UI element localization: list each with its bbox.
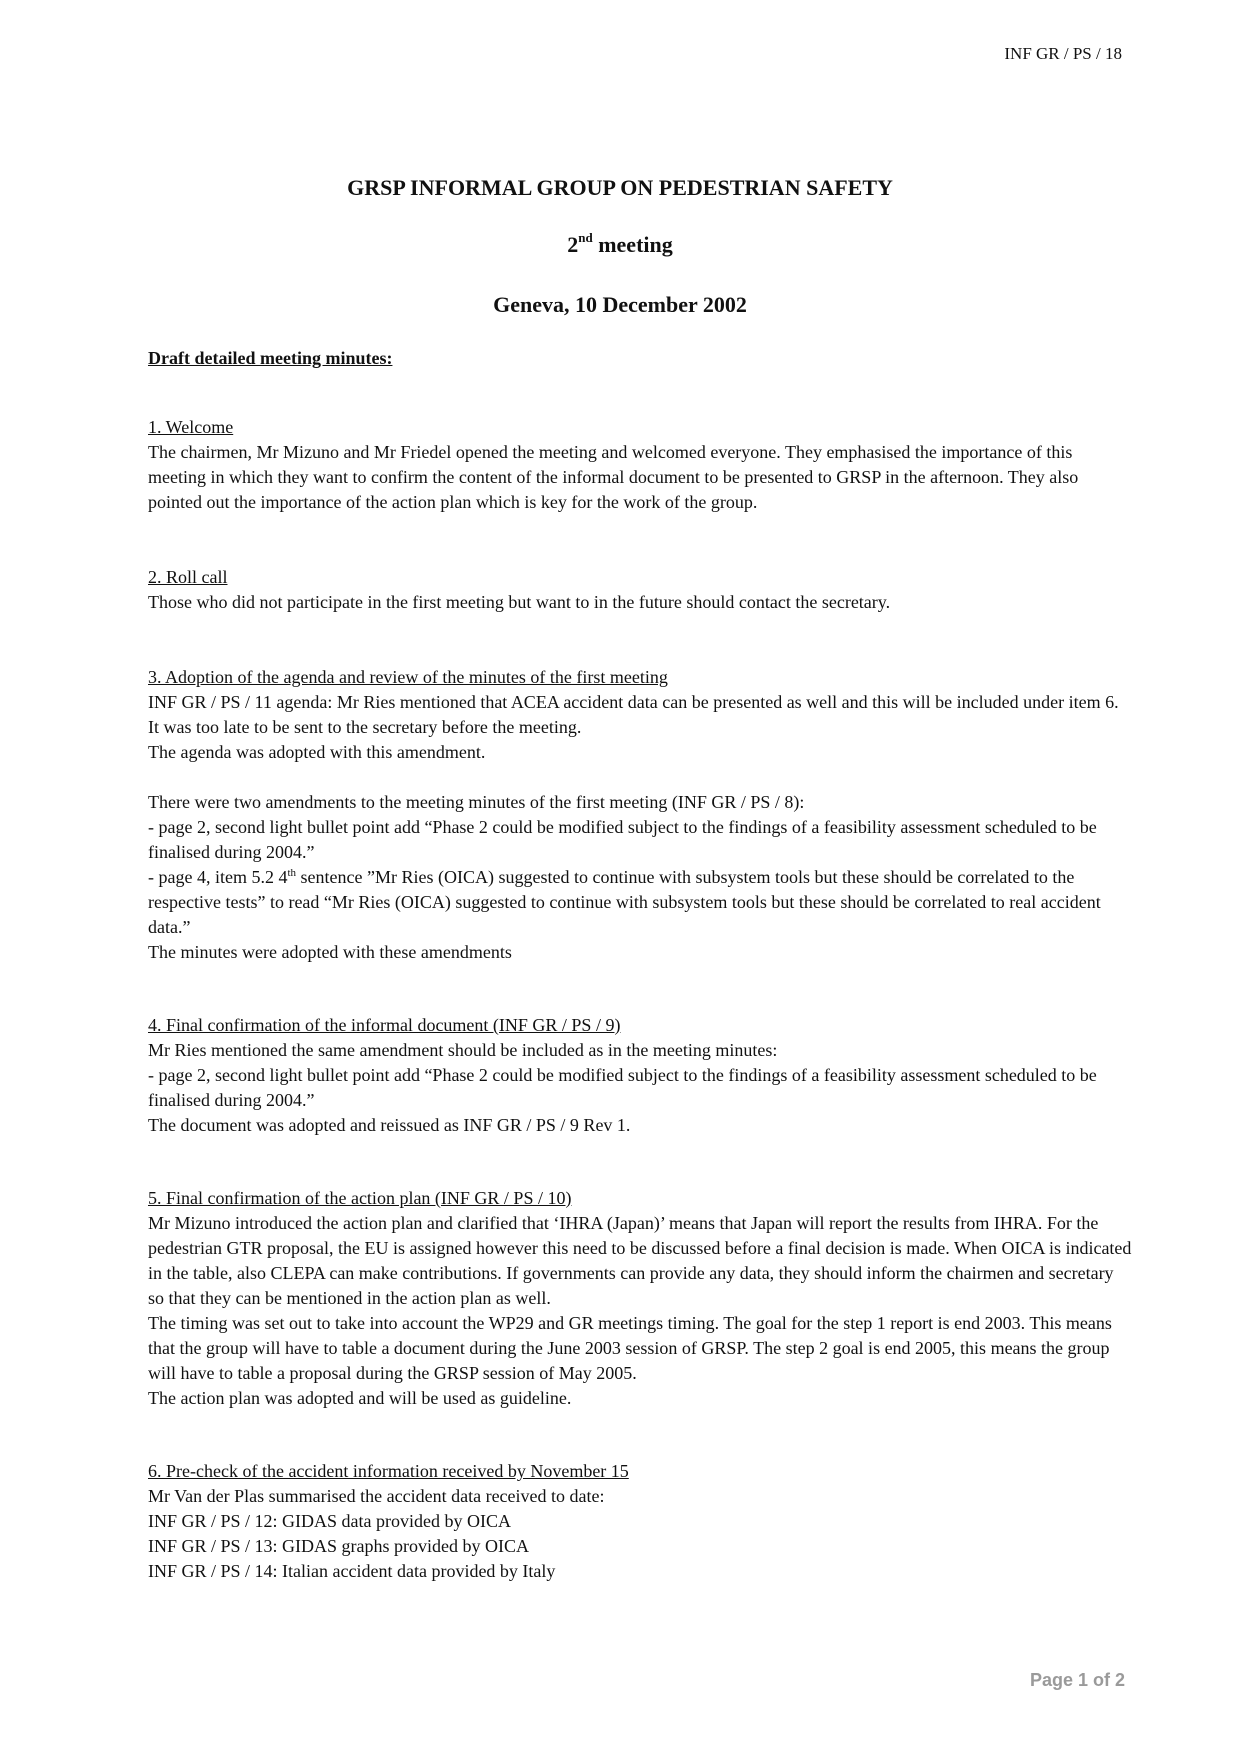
meeting-number	[0, 232, 1240, 258]
section-accident-precheck	[148, 1459, 1133, 1584]
paragraph: The chairmen, Mr Mizuno and Mr Friedel opened the meeting and welcomed everyone. They emphasised the importance of this meeting in which they want to confirm the content of the informal document to be presented to GRSP in the afternoon. They also pointed out the importance of the action plan which is key for the work of the group.	[148, 442, 1079, 512]
ordinal-suffix: nd	[578, 230, 593, 245]
paragraph: The document was adopted and reissued as INF GR / PS / 9 Rev 1.	[148, 1115, 631, 1135]
section-title: 5. Final confirmation of the action plan (INF GR / PS / 10)	[148, 1188, 572, 1208]
section-title: 6. Pre-check of the accident information received by November 15	[148, 1461, 629, 1481]
meeting-ordinal: 2	[567, 232, 579, 257]
section-welcome	[148, 415, 1133, 515]
paragraph	[148, 865, 1133, 940]
paragraph: Mr Van der Plas summarised the accident data received to date:	[148, 1486, 605, 1506]
section-title: 3. Adoption of the agenda and review of the minutes of the first meeting	[148, 667, 668, 687]
text-run: sentence ”Mr Ries (OICA) suggested to continue with subsystem tools but these should be correlated to the respective tests” to read “Mr Ries (OICA) suggested to continue with subsystem tools but these should be correlated to real accident data.”	[148, 867, 1101, 937]
paragraph: Mr Ries mentioned the same amendment should be included as in the meeting minutes:	[148, 1040, 778, 1060]
paragraph: - page 2, second light bullet point add “Phase 2 could be modified subject to the findings of a feasibility assessment scheduled to be finalised during 2004.”	[148, 817, 1097, 862]
paragraph: Mr Mizuno introduced the action plan and clarified that ‘IHRA (Japan)’ means that Japan will report the results from IHRA. For the pedestrian GTR proposal, the EU is assigned however this need to be discussed before a final decision is made. When OICA is indicated in the table, also CLEPA can make contributions. If governments can provide any data, they should inform the chairmen and secretary so that they can be mentioned in the action plan as well.	[148, 1213, 1132, 1308]
text-run: - page 4, item 5.2 4	[148, 867, 288, 887]
paragraph: - page 2, second light bullet point add “Phase 2 could be modified subject to the findings of a feasibility assessment scheduled to be finalised during 2004.”	[148, 1065, 1097, 1110]
list-item: INF GR / PS / 13: GIDAS graphs provided by OICA	[148, 1536, 530, 1556]
section-roll-call	[148, 565, 1133, 615]
section-title: 4. Final confirmation of the informal document (INF GR / PS / 9)	[148, 1015, 621, 1035]
section-action-plan	[148, 1186, 1133, 1411]
meeting-word: meeting	[592, 232, 673, 257]
ordinal-suffix: th	[287, 867, 297, 879]
paragraph: INF GR / PS / 11 agenda: Mr Ries mentioned that ACEA accident data can be presented as well and this will be included under item 6. It was too late to be sent to the secretary before the meeting.	[148, 692, 1119, 737]
paragraph: The timing was set out to take into account the WP29 and GR meetings timing. The goal for the step 1 report is end 2003. This means that the group will have to table a document during the June 2003 session of GRSP. The step 2 goal is end 2005, this means the group will have to table a proposal during the GRSP session of May 2005.	[148, 1313, 1112, 1383]
page-number: Page 1 of 2	[1029, 1670, 1125, 1690]
document-reference: INF GR / PS / 18	[1004, 44, 1122, 63]
paragraph: The minutes were adopted with these amendments	[148, 942, 512, 962]
list-item: INF GR / PS / 12: GIDAS data provided by OICA	[148, 1511, 511, 1531]
paragraph: The agenda was adopted with this amendment.	[148, 742, 486, 762]
section-informal-document	[148, 1013, 1133, 1138]
list-item: INF GR / PS / 14: Italian accident data provided by Italy	[148, 1561, 556, 1581]
section-title: 1. Welcome	[148, 417, 234, 437]
minutes-body	[148, 415, 1133, 1584]
meeting-location-date: Geneva, 10 December 2002	[493, 292, 747, 317]
section-title: 2. Roll call	[148, 567, 228, 587]
paragraph: The action plan was adopted and will be used as guideline.	[148, 1388, 572, 1408]
paragraph: Those who did not participate in the first meeting but want to in the future should contact the secretary.	[148, 592, 891, 612]
paragraph: There were two amendments to the meeting minutes of the first meeting (INF GR / PS / 8):	[148, 792, 805, 812]
draft-heading: Draft detailed meeting minutes:	[148, 348, 393, 368]
section-agenda-adoption	[148, 665, 1133, 965]
document-title: GRSP INFORMAL GROUP ON PEDESTRIAN SAFETY	[347, 175, 893, 200]
